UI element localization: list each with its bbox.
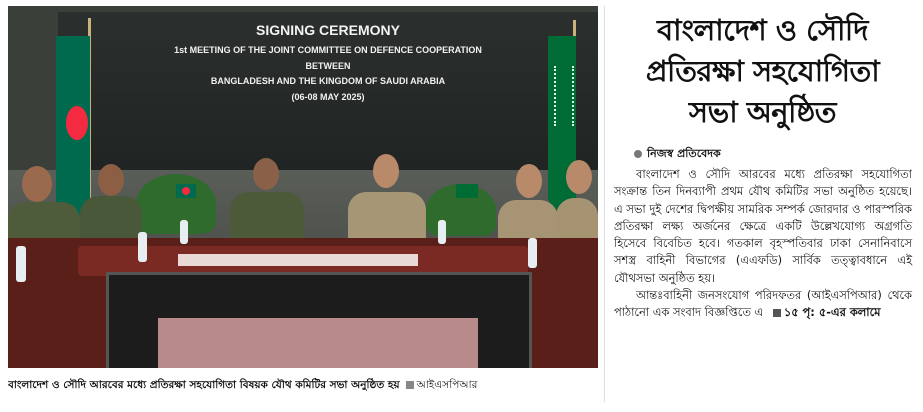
water-bottle bbox=[16, 246, 26, 282]
monitor-screen bbox=[158, 318, 478, 368]
news-photo bbox=[8, 6, 598, 368]
flag-disc bbox=[66, 106, 88, 140]
water-bottle bbox=[180, 220, 188, 244]
table-center-strip bbox=[178, 254, 418, 266]
officer-head bbox=[98, 164, 124, 196]
continuation-text: ১৫ পৃ: ৫-এর কলামে bbox=[783, 305, 881, 320]
plant-left bbox=[136, 174, 216, 234]
officer-head bbox=[566, 160, 592, 194]
paragraph-1: বাংলাদেশ ও সৌদি আরবের মধ্যে প্রতিরক্ষা সহযোগিতা সংক্রান্ত তিন দিনব্যাপী প্রথম যৌথ কমিটির সভা অনুষ্ঠিত হয়েছে। এ সভা দুই দেশের দ্বিপক্ষীয় সামরিক সম্পর্ক জোরদার ও পারস্পরিক প্রতিরক্ষা লক্ষ্য অর্জনের ক্ষেত্রে একটি উল্লেখযোগ্য অগ্রগতি হিসেবে বিবেচিত হবে। গতকাল বৃহস্পতিবার ঢাকা সেনানিবাসে সশস্ত্র বাহিনী বিভাগের (এএফডি) সার্বিক তত্ত্বাবধানে এই যৌথসভা অনুষ্ঠিত হয়। bbox=[614, 167, 912, 285]
photo-caption bbox=[8, 378, 608, 402]
column-divider bbox=[604, 6, 605, 402]
screen-line-4: (06-08 MAY 2025) bbox=[291, 92, 365, 102]
ceremony-screen bbox=[58, 12, 598, 170]
caption-square-icon bbox=[406, 381, 414, 389]
byline-text: নিজস্ব প্রতিবেদক bbox=[647, 147, 721, 160]
flag-script bbox=[554, 66, 574, 126]
officer-head bbox=[22, 166, 52, 202]
byline bbox=[634, 145, 721, 164]
screen-title: SIGNING CEREMONY bbox=[256, 22, 400, 38]
headline-line-1: বাংলাদেশ ও সৌদি bbox=[657, 13, 868, 47]
water-bottle bbox=[138, 232, 147, 262]
bangladesh-flag bbox=[56, 36, 90, 222]
officer-head bbox=[516, 164, 542, 198]
paragraph-2-text: আন্তঃবাহিনী জনসংযোগ পরিদফতর (আইএসপিআর) থেকে পাঠানো এক সংবাদ বিজ্ঞপ্তিতে এ bbox=[614, 288, 912, 320]
paragraph-2 bbox=[614, 287, 912, 322]
headline-line-3: সভা অনুষ্ঠিত bbox=[688, 95, 837, 129]
officer-body bbox=[348, 192, 426, 242]
article-headline bbox=[610, 10, 915, 133]
article-body bbox=[614, 166, 912, 322]
water-bottle bbox=[528, 238, 537, 268]
desk-flag-disc bbox=[182, 187, 190, 195]
screen-line-2: BETWEEN bbox=[305, 61, 351, 71]
officer-head bbox=[373, 154, 399, 188]
desk-flag-bangladesh bbox=[176, 184, 196, 198]
screen-line-3: BANGLADESH AND THE KINGDOM OF SAUDI ARABIA bbox=[210, 76, 446, 86]
desk-flag-saudi bbox=[456, 184, 478, 198]
caption-text: বাংলাদেশ ও সৌদি আরবের মধ্যে প্রতিরক্ষা সহযোগিতা বিষয়ক যৌথ কমিটির সভা অনুষ্ঠিত হয় bbox=[8, 379, 400, 391]
headline-line-2: প্রতিরক্ষা সহযোগিতা bbox=[645, 54, 880, 88]
byline-bullet-icon bbox=[634, 150, 642, 158]
officer-body bbox=[230, 192, 304, 242]
caption-credit: আইএসপিআর bbox=[416, 379, 478, 391]
jump-square-icon bbox=[773, 309, 781, 317]
officer-head bbox=[253, 158, 279, 190]
screen-line-1: 1st MEETING OF THE JOINT COMMITTEE ON DEFENCE COOPERATION bbox=[174, 45, 482, 55]
water-bottle bbox=[438, 220, 446, 244]
continuation-link[interactable] bbox=[767, 305, 881, 319]
